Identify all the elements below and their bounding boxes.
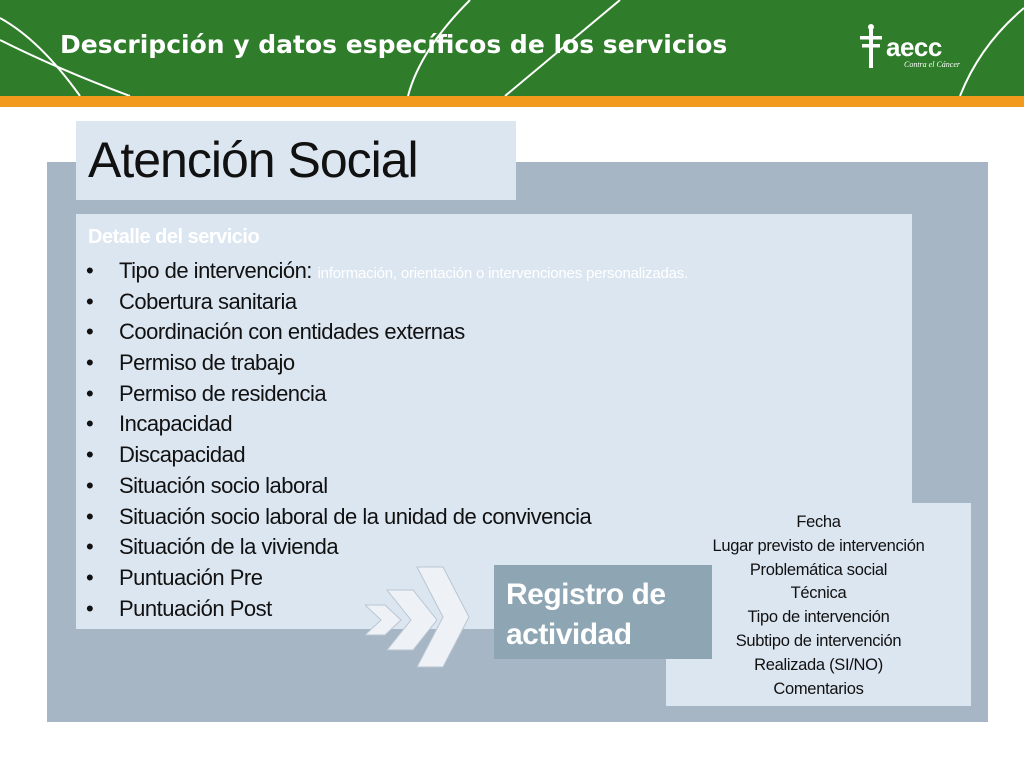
bullet-icon: • (86, 288, 94, 314)
section-title-box (76, 121, 516, 200)
field-item: Técnica (790, 584, 847, 603)
registro-line-2: actividad (506, 618, 632, 651)
list-item: • Puntuación Pre (86, 563, 688, 594)
bullet-icon: • (86, 595, 94, 621)
bullet-icon: • (86, 380, 94, 406)
list-item: • Permiso de trabajo (86, 348, 688, 379)
detail-heading: Detalle del servicio (88, 226, 260, 248)
registro-label (506, 575, 666, 655)
bullet-icon: • (86, 411, 94, 437)
list-item: • Puntuación Post (86, 594, 688, 625)
list-item: • Situación socio laboral (86, 471, 688, 502)
bullet-icon: • (86, 564, 94, 590)
cross-icon (858, 24, 884, 70)
registro-line-1: Registro de (506, 578, 666, 611)
bullet-icon: • (86, 472, 94, 498)
list-item: • Situación de la vivienda (86, 532, 688, 563)
registro-box (494, 565, 712, 659)
field-item: Problemática social (749, 560, 888, 579)
bullet-icon: • (86, 258, 94, 283)
bullet-icon: • (86, 319, 94, 345)
field-item: Fecha (796, 513, 841, 531)
detail-note: información, orientación o intervenciones personalizadas. (317, 265, 689, 282)
logo-subtext: Contra el Cáncer (904, 60, 960, 69)
list-item: • Coordinación con entidades externas (86, 317, 688, 348)
field-item: Lugar previsto de intervención (712, 536, 925, 555)
field-item: Realizada (SI/NO) (754, 655, 883, 674)
section-title: Atención Social (88, 132, 418, 188)
logo-text: aecc (886, 32, 942, 62)
field-item: Tipo de intervención (747, 608, 890, 627)
field-item: Comentarios (773, 679, 864, 698)
bullet-icon: • (86, 442, 94, 468)
bullet-icon: • (86, 503, 94, 529)
list-item: • Tipo de intervención: información, orientación o intervenciones personalizadas. (86, 256, 688, 287)
slide-header (0, 0, 1024, 96)
list-item: • Discapacidad (86, 440, 688, 471)
bullet-icon: • (86, 534, 94, 560)
page-title: Descripción y datos específicos de los servicios (60, 30, 728, 59)
aecc-logo (858, 24, 978, 74)
bullet-icon: • (86, 350, 94, 376)
list-item: • Incapacidad (86, 409, 688, 440)
field-item: Subtipo de intervención (735, 631, 902, 650)
orange-bar (0, 96, 1024, 107)
double-chevron-arrow-icon (365, 565, 475, 670)
list-item: • Situación socio laboral de la unidad de convivencia (86, 502, 688, 533)
list-item: • Cobertura sanitaria (86, 287, 688, 318)
list-item: • Permiso de residencia (86, 379, 688, 410)
